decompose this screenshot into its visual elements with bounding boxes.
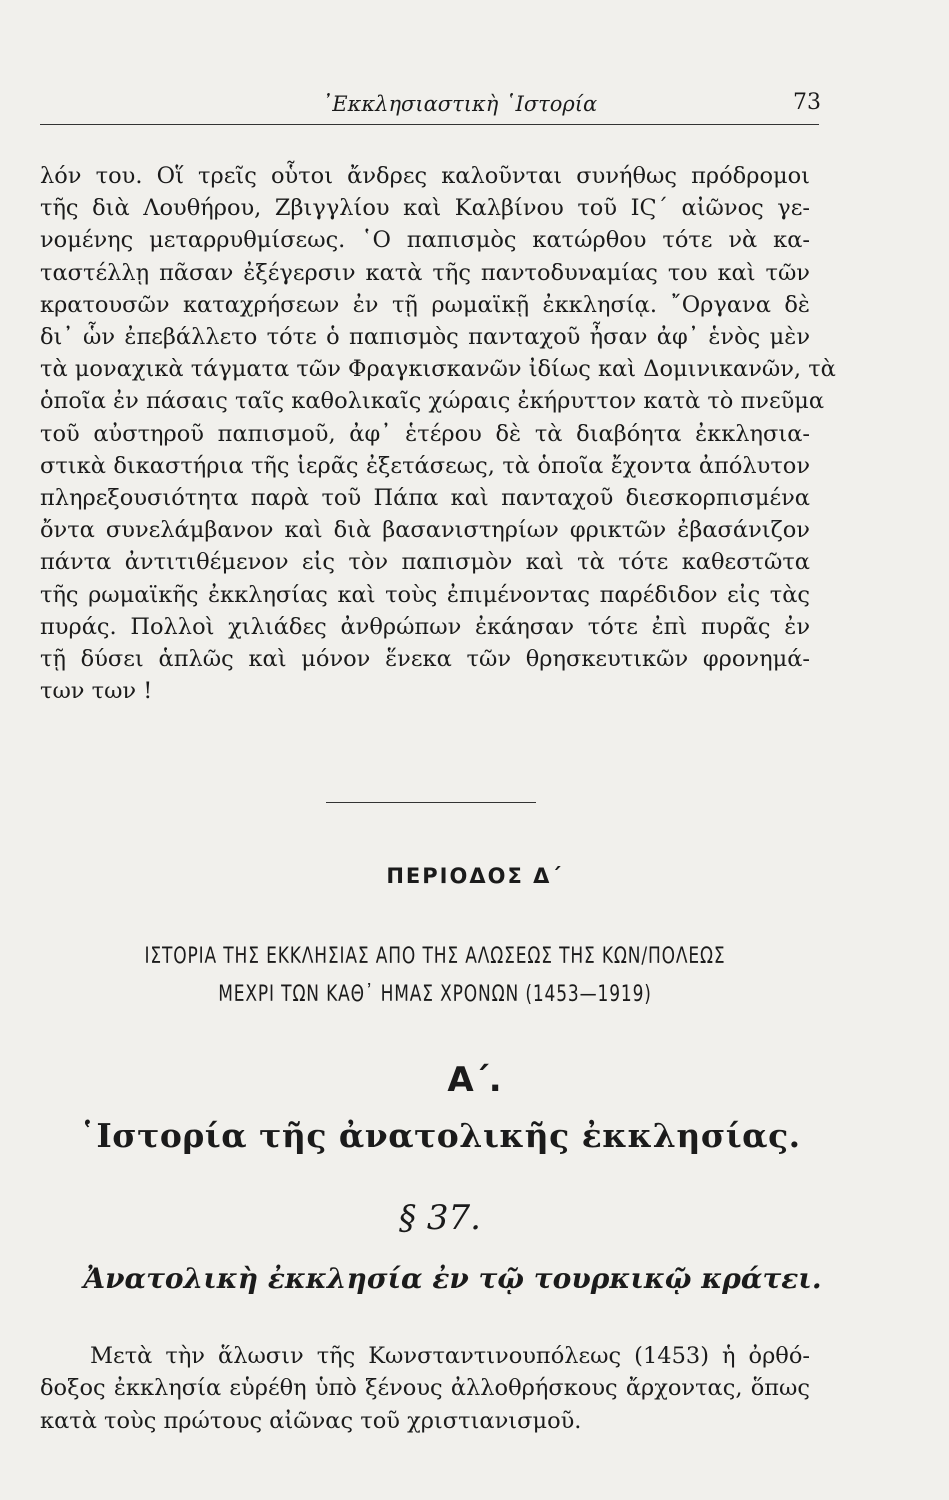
text-line: ὁποῖα ἐν πάσαις ταῖς καθολικαῖς χώραις ἐκήρυττον κατὰ τὸ πνεῦμα [40, 388, 825, 415]
text-line: Μετὰ τὴν ἅλωσιν τῆς Κωνσταντινουπόλεως (1453) ἡ ὀρθό- [90, 1343, 810, 1369]
text-line: τῆς ρωμαϊκῆς ἐκκλησίας καὶ τοὺς ἐπιμένοντας παρέδιδον εἰς τὰς [40, 581, 810, 608]
text-line: τὰ μοναχικὰ τάγματα τῶν Φραγκισκανῶν ἰδίως καὶ Δομινικανῶν, τὰ [40, 356, 836, 383]
section-divider [326, 802, 536, 803]
period-title-line: ΜΕΧΡΙ ΤΩΝ ΚΑΘ᾿ ΗΜΑΣ ΧΡΟΝΩΝ (1453—1919) [218, 982, 652, 1007]
section-letter: Α΄. [447, 1060, 502, 1100]
text-line: κατὰ τοὺς πρώτους αἰῶνας τοῦ χριστιανισμοῦ. [40, 1407, 582, 1434]
text-line: τῆς διὰ Λουθήρου, Ζβιγγλίου καὶ Καλβίνου τοῦ ΙϚ΄ αἰῶνος γε- [40, 195, 810, 222]
text-line: πυράς. Πολλοὶ χιλιάδες ἀνθρώπων ἐκάησαν τότε ἐπὶ πυρᾶς ἐν [40, 613, 810, 640]
section-title: Ἀνατολικὴ ἐκκλησία ἐν τῷ τουρκικῷ κράτει. [83, 1262, 822, 1295]
text-line: στικὰ δικαστήρια τῆς ἱερᾶς ἐξετάσεως, τὰ ὁποῖα ἔχοντα ἀπόλυτον [40, 452, 810, 479]
text-line: τοῦ αὐστηροῦ παπισμοῦ, ἀφ᾿ ἑτέρου δὲ τὰ διαβόητα ἐκκλησια- [40, 420, 810, 447]
period-title [108, 938, 762, 1014]
text-line: ὄντα συνελάμβανον καὶ διὰ βασανιστηρίων φρικτῶν ἐβασάνιζον [40, 517, 810, 544]
body-paragraph [40, 160, 836, 707]
text-line: πάντα ἀντιτιθέμενον εἰς τὸν παπισμὸν καὶ τὰ τότε καθεστῶτα [40, 549, 810, 576]
text-line: πληρεξουσιότητα παρὰ τοῦ Πάπα καὶ πανταχοῦ διεσκορπισμένα [40, 485, 810, 512]
text-line: τῇ δύσει ἁπλῶς καὶ μόνον ἕνεκα τῶν θρησκευτικῶν φρονημά- [40, 646, 810, 673]
period-title-line: ΙΣΤΟΡΙΑ ΤΗΣ ΕΚΚΛΗΣΙΑΣ ΑΠΟ ΤΗΣ ΑΛΩΣΕΩΣ ΤΗΣ ΚΩΝ/ΠΟΛΕΩΣ [144, 944, 726, 969]
running-head-title: ᾿Εκκλησιαστικὴ ῾Ιστορία [321, 92, 598, 116]
text-line: κρατουσῶν καταχρήσεων ἐν τῇ ρωμαϊκῇ ἐκκλησίᾳ. ῎Οργανα δὲ [40, 291, 810, 318]
text-line: λόν του. Οἵ τρεῖς οὗτοι ἄνδρες καλοῦνται συνήθως πρόδρομοι [40, 163, 810, 189]
text-line: των των ! [40, 678, 153, 705]
text-line: ταστέλλῃ πᾶσαν ἐξέγερσιν κατὰ τῆς παντοδυναμίας του καὶ τῶν [40, 259, 810, 286]
section-number: § 37. [399, 1198, 481, 1238]
text-line: δι᾿ ὧν ἐπεβάλλετο τότε ὁ παπισμὸς πανταχοῦ ἦσαν ἀφ᾿ ἑνὸς μὲν [40, 324, 810, 351]
chapter-title: ῾Ιστορία τῆς ἀνατολικῆς ἐκκλησίας. [79, 1116, 801, 1155]
period-heading: ΠΕΡΙΟΔΟΣ Δ΄ [386, 864, 563, 888]
page-number: 73 [793, 90, 821, 115]
text-line: δοξος ἐκκλησία εὑρέθη ὑπὸ ξένους ἀλλοθρήσκους ἄρχοντας, ὅπως [40, 1375, 810, 1402]
text-line: νομένης μεταρρυθμίσεως. ῾Ο παπισμὸς κατώρθου τότε νὰ κα- [40, 227, 810, 254]
intro-paragraph [40, 1340, 810, 1437]
running-head [40, 88, 819, 125]
